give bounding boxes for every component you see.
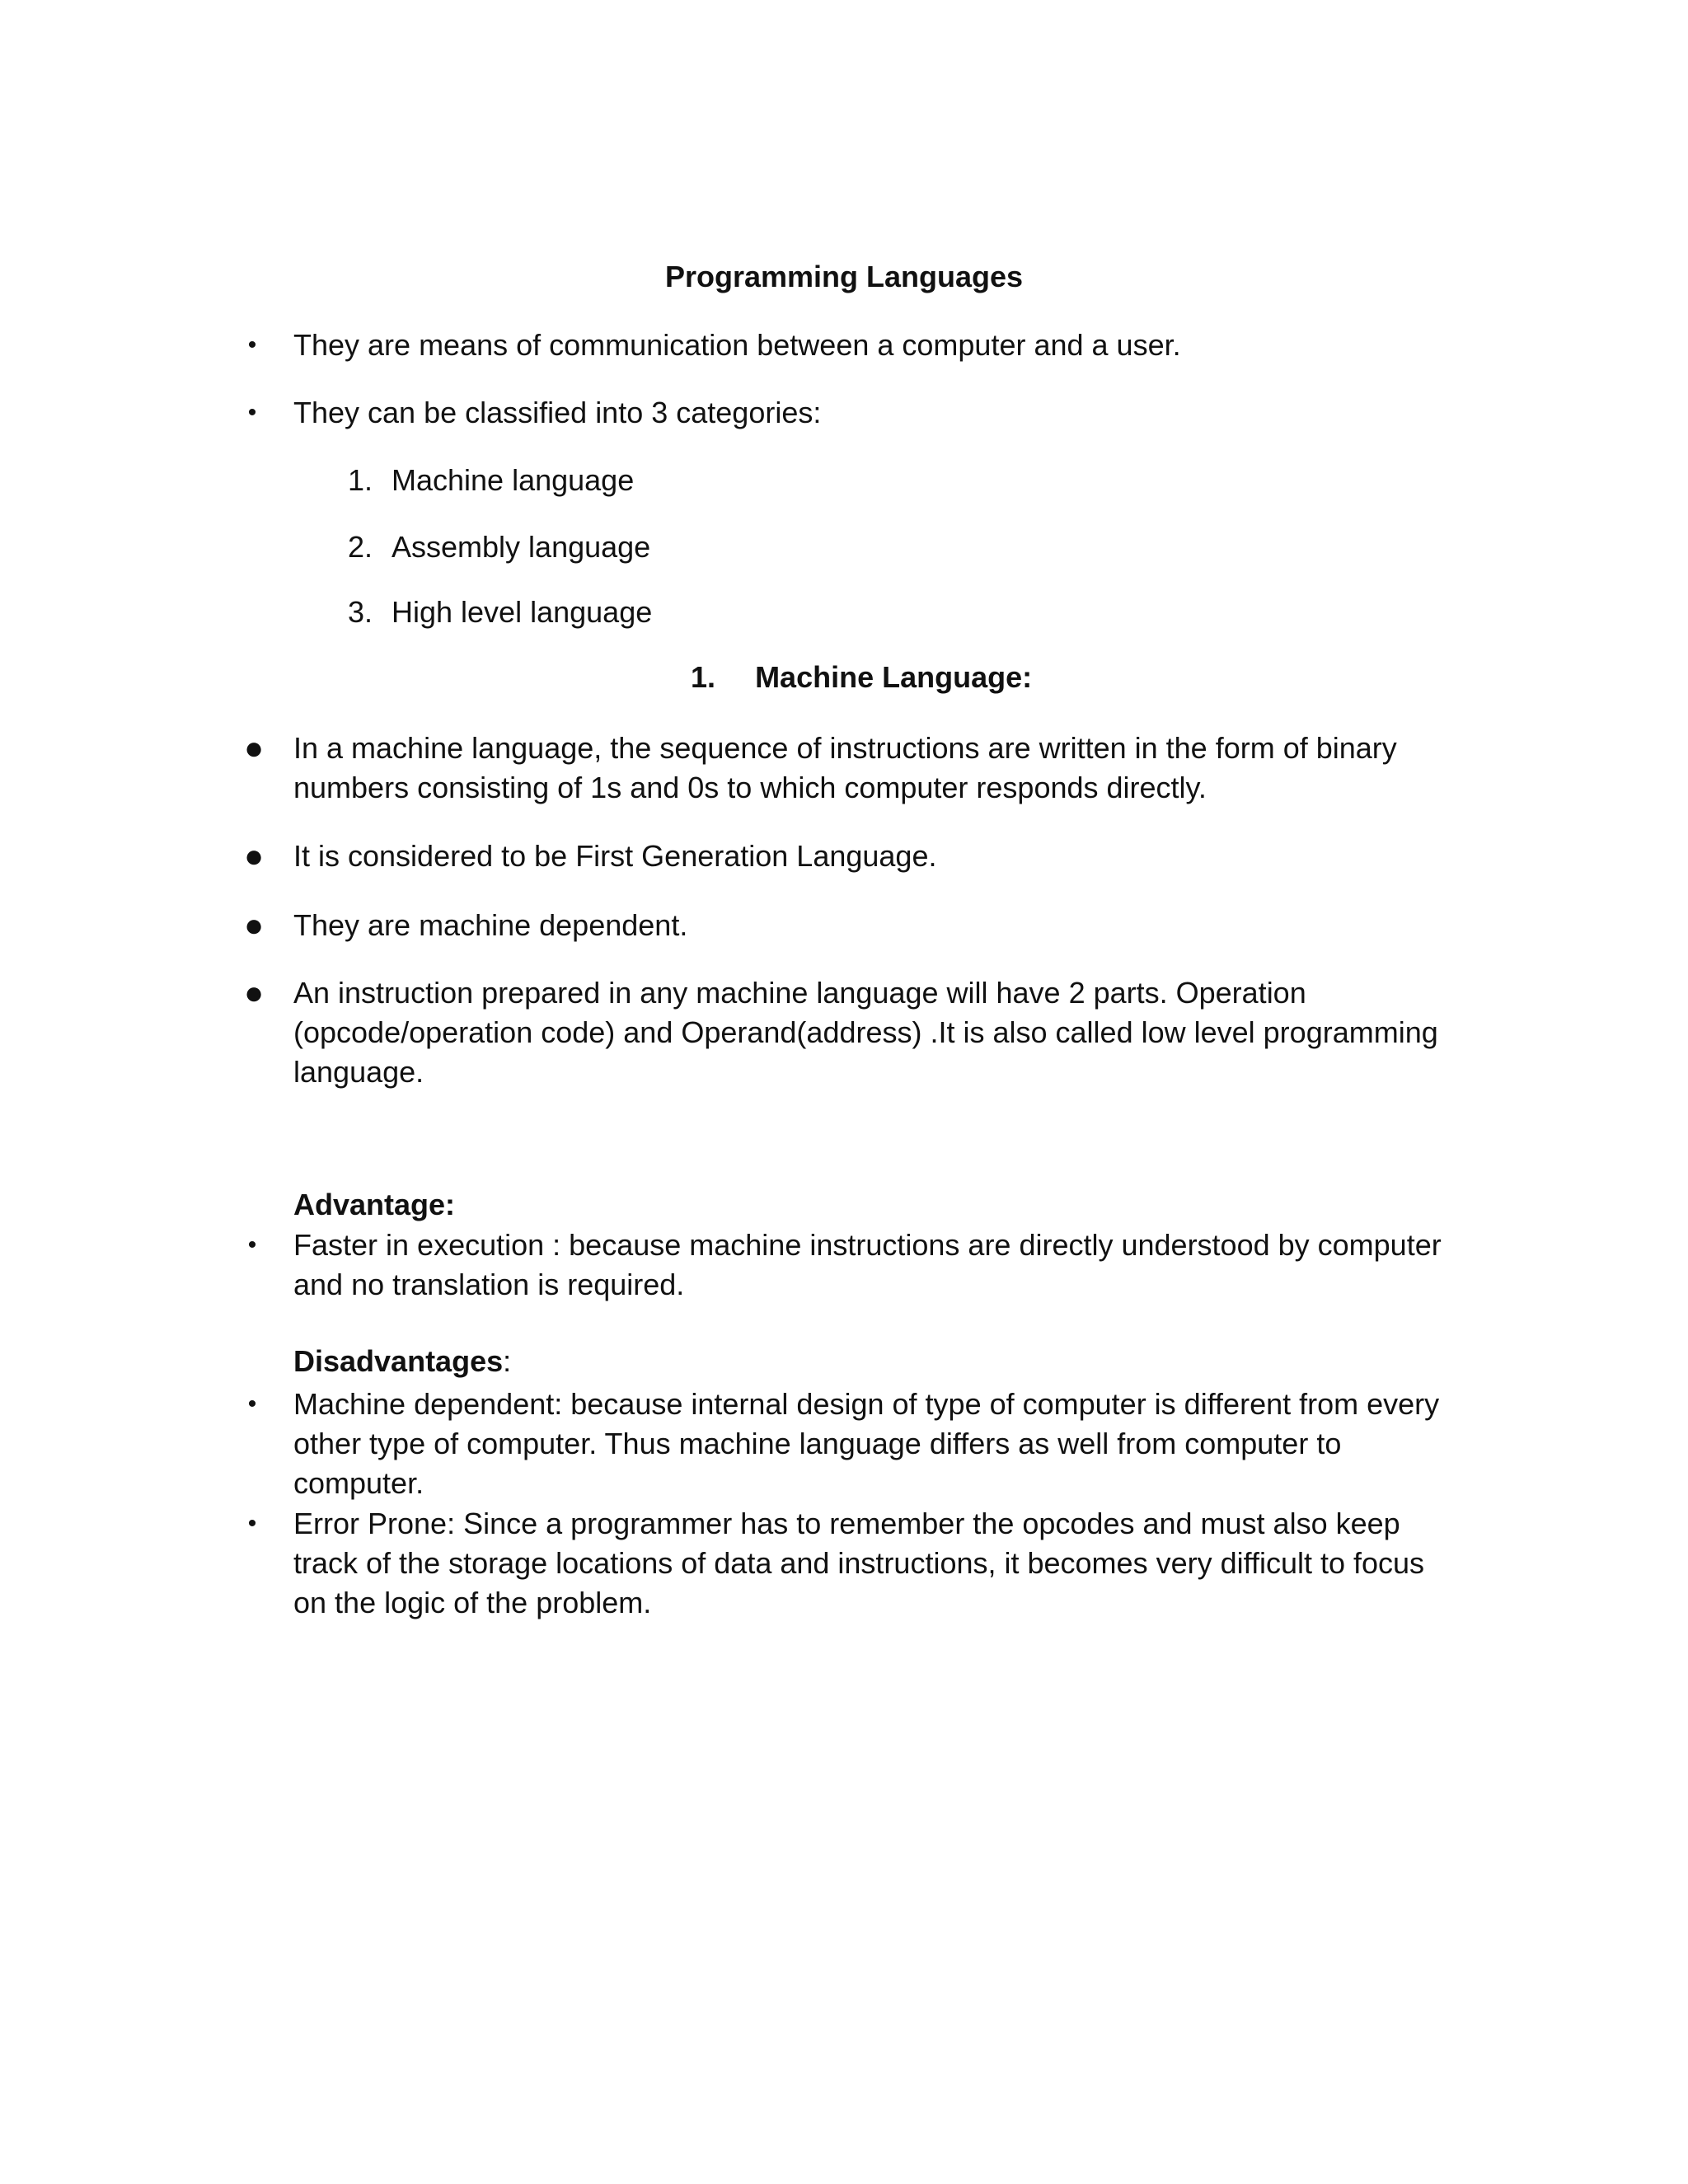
bullet-marker: ● <box>244 975 265 1011</box>
machine-bullet-4-line-2: (opcode/operation code) and Operand(address) .It is also called low level programming <box>293 1015 1438 1049</box>
machine-bullet-4-line-1: An instruction prepared in any machine language will have 2 parts. Operation <box>293 976 1306 1010</box>
bullet-marker: ● <box>244 730 265 766</box>
machine-bullet-4-line-3: language. <box>293 1055 424 1089</box>
disadvantages-heading-colon: : <box>503 1344 512 1378</box>
bullet-marker: ● <box>244 907 265 944</box>
category-number: 3. <box>347 595 373 629</box>
category-item: Assembly language <box>392 530 651 564</box>
disadvantage-2-line-2: track of the storage locations of data and instructions, it becomes very difficult to focus <box>293 1546 1425 1580</box>
machine-bullet-1-line-1: In a machine language, the sequence of instructions are written in the form of binary <box>293 731 1397 765</box>
category-item: High level language <box>392 595 653 629</box>
category-item: Machine language <box>392 463 635 497</box>
bullet-marker: • <box>247 1231 257 1258</box>
intro-bullet-1: They are means of communication between a computer and a user. <box>293 328 1181 362</box>
bullet-marker: • <box>247 399 257 426</box>
bullet-marker: • <box>247 331 257 359</box>
bullet-marker: ● <box>244 838 265 874</box>
disadvantage-1-line-3: computer. <box>293 1466 424 1500</box>
advantage-heading: Advantage: <box>293 1188 456 1221</box>
section-heading <box>691 658 1032 697</box>
page-title: Programming Languages <box>664 260 1024 293</box>
disadvantage-1-line-1: Machine dependent: because internal design of type of computer is different from every <box>293 1387 1440 1421</box>
disadvantage-2-line-1: Error Prone: Since a programmer has to remember the opcodes and must also keep <box>293 1507 1400 1540</box>
section-title: Machine Language: <box>755 660 1033 694</box>
advantage-item-line-2: and no translation is required. <box>293 1268 685 1301</box>
disadvantage-1-line-2: other type of computer. Thus machine language differs as well from computer to <box>293 1427 1342 1460</box>
category-number: 1. <box>347 463 373 497</box>
category-number: 2. <box>347 530 373 564</box>
bullet-marker: • <box>247 1390 257 1418</box>
section-number: 1. <box>691 660 716 694</box>
disadvantages-heading <box>293 1342 511 1381</box>
disadvantages-heading-label: Disadvantages <box>293 1344 504 1378</box>
machine-bullet-2: It is considered to be First Generation Language. <box>293 839 937 873</box>
machine-bullet-3: They are machine dependent. <box>293 908 688 942</box>
machine-bullet-1-line-2: numbers consisting of 1s and 0s to which computer responds directly. <box>293 771 1207 804</box>
intro-bullet-2: They can be classified into 3 categories: <box>293 396 822 429</box>
disadvantage-2-line-3: on the logic of the problem. <box>293 1586 652 1619</box>
bullet-marker: • <box>247 1510 257 1537</box>
advantage-item-line-1: Faster in execution : because machine instructions are directly understood by computer <box>293 1228 1442 1262</box>
